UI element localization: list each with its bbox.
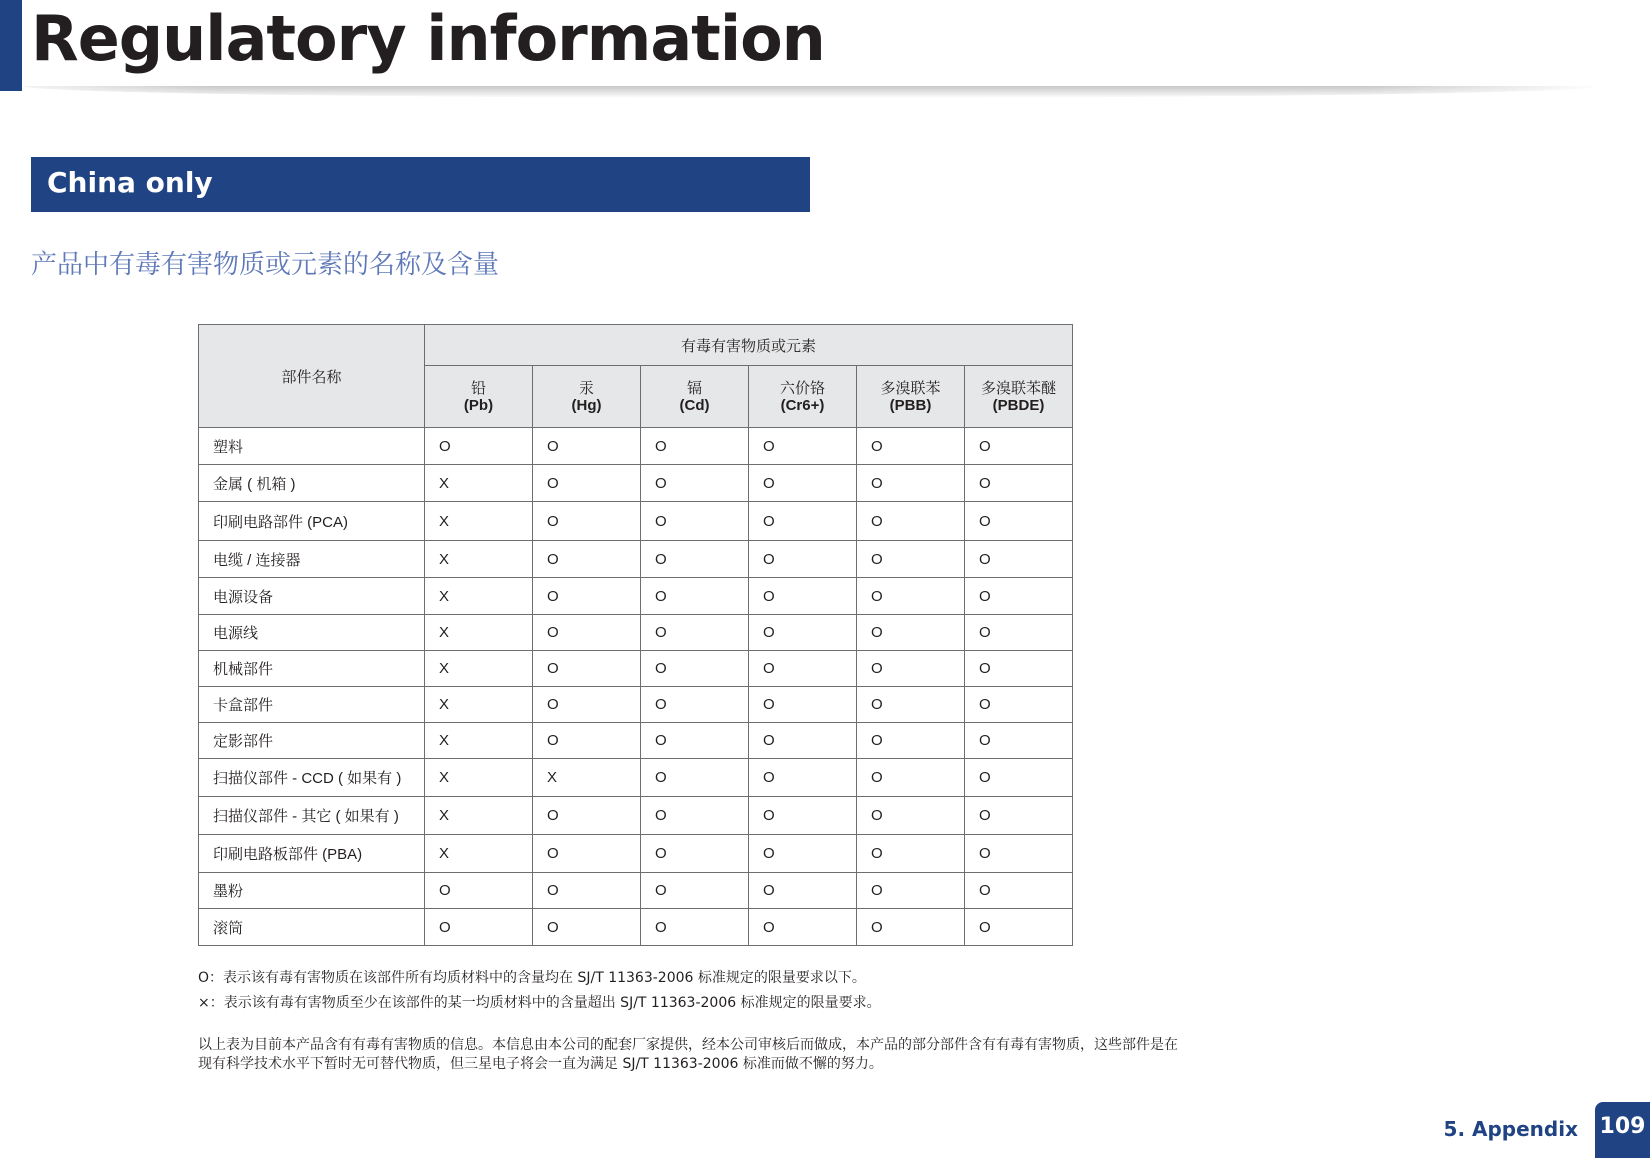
substance-value-cell: O: [749, 873, 857, 909]
substance-value-cell: O: [533, 723, 641, 759]
substance-value-cell: O: [641, 687, 749, 723]
page-title: Regulatory information: [31, 2, 825, 75]
substance-value-cell: X: [425, 502, 533, 541]
substance-value-cell: O: [533, 797, 641, 835]
substance-value-cell: O: [965, 541, 1073, 578]
substance-value-cell: O: [641, 797, 749, 835]
substance-value-cell: O: [641, 835, 749, 873]
part-name-cell: 塑料: [199, 428, 425, 465]
substance-symbol: (PBB): [889, 396, 932, 414]
title-accent-bar: [0, 0, 22, 91]
table-row: [199, 909, 1073, 946]
substance-value-cell: O: [965, 578, 1073, 615]
substance-value-cell: O: [641, 465, 749, 502]
substance-header-hg: [533, 366, 641, 428]
substance-value-cell: X: [425, 615, 533, 651]
table-row: [199, 428, 1073, 465]
substance-value-cell: O: [749, 835, 857, 873]
part-name-cell: 扫描仪部件 - CCD ( 如果有 ): [199, 759, 425, 797]
substance-header-pb: [425, 366, 533, 428]
substance-value-cell: O: [749, 909, 857, 946]
chinese-heading: 产品中有毒有害物质或元素的名称及含量: [31, 250, 500, 280]
substance-value-cell: O: [533, 651, 641, 687]
substance-header-cd: [641, 366, 749, 428]
substance-header-pbb: [857, 366, 965, 428]
substance-value-cell: O: [965, 909, 1073, 946]
substance-value-cell: O: [533, 465, 641, 502]
substance-value-cell: O: [965, 797, 1073, 835]
substance-value-cell: O: [857, 687, 965, 723]
substance-value-cell: O: [857, 873, 965, 909]
substance-value-cell: O: [533, 615, 641, 651]
substance-value-cell: O: [965, 873, 1073, 909]
substance-value-cell: O: [425, 428, 533, 465]
substance-value-cell: X: [533, 759, 641, 797]
substance-value-cell: O: [749, 502, 857, 541]
substance-value-cell: O: [641, 909, 749, 946]
substance-value-cell: O: [533, 909, 641, 946]
substance-value-cell: O: [749, 759, 857, 797]
substance-name: 六价铬: [779, 379, 825, 397]
substance-value-cell: O: [641, 428, 749, 465]
substance-value-cell: O: [965, 651, 1073, 687]
substance-value-cell: O: [749, 465, 857, 502]
substance-value-cell: O: [641, 651, 749, 687]
footer-section-label: 5. Appendix: [1443, 1117, 1578, 1141]
part-name-header: 部件名称: [199, 325, 425, 428]
table-row: [199, 687, 1073, 723]
table-row: [199, 502, 1073, 541]
substance-value-cell: X: [425, 797, 533, 835]
substance-name: 镉: [686, 379, 702, 397]
substance-value-cell: O: [857, 502, 965, 541]
substance-symbol: (Cr6+): [780, 396, 825, 414]
substance-header-pbde: [965, 366, 1073, 428]
substance-value-cell: O: [641, 723, 749, 759]
substance-value-cell: O: [533, 835, 641, 873]
table-row: [199, 873, 1073, 909]
substance-value-cell: O: [965, 465, 1073, 502]
part-name-cell: 金属 ( 机箱 ): [199, 465, 425, 502]
substance-value-cell: O: [857, 541, 965, 578]
table-row: [199, 723, 1073, 759]
substance-value-cell: O: [533, 873, 641, 909]
substance-value-cell: O: [749, 723, 857, 759]
substance-value-cell: O: [857, 578, 965, 615]
substance-value-cell: O: [425, 909, 533, 946]
substance-value-cell: O: [857, 835, 965, 873]
substance-value-cell: O: [857, 651, 965, 687]
substance-symbol: (Cd): [679, 396, 710, 414]
substance-name: 多溴联苯: [880, 379, 941, 397]
substance-value-cell: O: [749, 651, 857, 687]
substance-value-cell: O: [857, 909, 965, 946]
table-row: [199, 759, 1073, 797]
part-name-cell: 定影部件: [199, 723, 425, 759]
substance-value-cell: O: [749, 428, 857, 465]
hazardous-substances-table: [198, 324, 1073, 946]
substance-value-cell: O: [425, 873, 533, 909]
substance-value-cell: O: [533, 428, 641, 465]
part-name-cell: 卡盒部件: [199, 687, 425, 723]
substance-value-cell: O: [857, 428, 965, 465]
substance-value-cell: O: [641, 541, 749, 578]
substance-value-cell: X: [425, 465, 533, 502]
substance-value-cell: O: [641, 615, 749, 651]
substance-symbol: (PBDE): [992, 396, 1045, 414]
substance-value-cell: O: [533, 502, 641, 541]
substance-value-cell: X: [425, 723, 533, 759]
substance-value-cell: O: [965, 615, 1073, 651]
substance-value-cell: O: [641, 578, 749, 615]
part-name-cell: 扫描仪部件 - 其它 ( 如果有 ): [199, 797, 425, 835]
page-number: 109: [1595, 1102, 1650, 1158]
substance-name: 铅: [470, 379, 486, 397]
table-row: [199, 651, 1073, 687]
substance-name: 多溴联苯醚: [980, 379, 1056, 397]
substance-value-cell: O: [965, 502, 1073, 541]
substance-value-cell: O: [857, 615, 965, 651]
substance-value-cell: O: [641, 873, 749, 909]
substance-value-cell: O: [965, 835, 1073, 873]
substance-value-cell: O: [749, 797, 857, 835]
substance-value-cell: O: [857, 759, 965, 797]
substances-group-header: 有毒有害物质或元素: [425, 325, 1073, 366]
substance-value-cell: O: [749, 541, 857, 578]
table-body: [199, 428, 1073, 946]
substance-value-cell: X: [425, 578, 533, 615]
table-row: [199, 835, 1073, 873]
substance-value-cell: O: [641, 759, 749, 797]
legend-x-note: ×：表示该有毒有害物质至少在该部件的某一均质材料中的含量超出 SJ/T 11363-2006 标准规定的限量要求。: [198, 995, 881, 1011]
legend-o-note: O：表示该有毒有害物质在该部件所有均质材料中的含量均在 SJ/T 11363-2006 标准规定的限量要求以下。: [198, 970, 866, 986]
substance-value-cell: O: [641, 502, 749, 541]
title-divider: [22, 86, 1602, 98]
substance-value-cell: O: [749, 615, 857, 651]
legend: [198, 966, 881, 1016]
substance-value-cell: O: [533, 541, 641, 578]
substance-value-cell: X: [425, 687, 533, 723]
substance-value-cell: O: [749, 687, 857, 723]
substance-value-cell: X: [425, 759, 533, 797]
substance-value-cell: X: [425, 541, 533, 578]
section-banner: China only: [31, 157, 810, 212]
substance-value-cell: O: [965, 759, 1073, 797]
substance-header-cr6: [749, 366, 857, 428]
substance-value-cell: O: [965, 723, 1073, 759]
substance-value-cell: O: [533, 687, 641, 723]
substance-value-cell: O: [965, 687, 1073, 723]
substance-value-cell: X: [425, 835, 533, 873]
substance-value-cell: X: [425, 651, 533, 687]
table-row: [199, 541, 1073, 578]
substance-value-cell: O: [857, 465, 965, 502]
part-name-cell: 滚筒: [199, 909, 425, 946]
part-name-cell: 机械部件: [199, 651, 425, 687]
table-row: [199, 797, 1073, 835]
part-name-cell: 电缆 / 连接器: [199, 541, 425, 578]
part-name-cell: 墨粉: [199, 873, 425, 909]
substance-value-cell: O: [857, 723, 965, 759]
substance-name: 汞: [578, 379, 594, 397]
substance-symbol: (Pb): [463, 396, 494, 414]
substance-value-cell: O: [857, 797, 965, 835]
substance-value-cell: O: [965, 428, 1073, 465]
part-name-cell: 印刷电路板部件 (PBA): [199, 835, 425, 873]
part-name-cell: 印刷电路部件 (PCA): [199, 502, 425, 541]
substance-value-cell: O: [749, 578, 857, 615]
table-row: [199, 615, 1073, 651]
footnote: 以上表为目前本产品含有有毒有害物质的信息。本信息由本公司的配套厂家提供，经本公司审核后而做成，本产品的部分部件含有有毒有害物质，这些部件是在现有科学技术水平下暂时无可替代物质，但三星电子将会一直为满足 SJ/T 11363-2006 标准而做不懈的努力。: [198, 1037, 1178, 1072]
substance-value-cell: O: [533, 578, 641, 615]
table-row: [199, 578, 1073, 615]
substance-symbol: (Hg): [571, 396, 602, 414]
part-name-cell: 电源线: [199, 615, 425, 651]
table-row: [199, 465, 1073, 502]
part-name-cell: 电源设备: [199, 578, 425, 615]
